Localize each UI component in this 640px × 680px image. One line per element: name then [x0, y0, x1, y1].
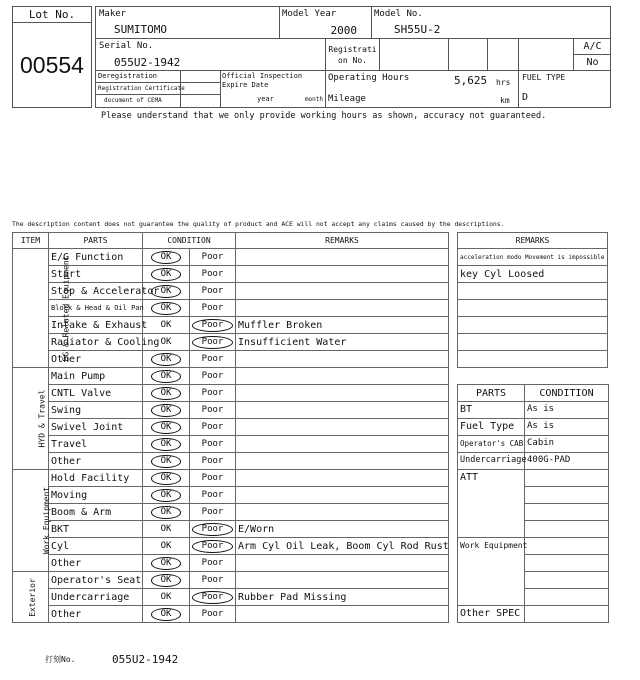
remark	[236, 266, 449, 283]
ac-label: A/C	[574, 39, 611, 55]
lot-box	[12, 6, 92, 108]
maker-value: SUMITOMO	[114, 23, 167, 36]
model-year-cell	[280, 7, 372, 39]
poor-label: Poor	[201, 608, 224, 619]
remarks-box	[457, 232, 608, 368]
condition-table-header	[13, 233, 449, 249]
remarks-line	[458, 334, 608, 351]
poor-label: Poor	[201, 387, 224, 398]
part-name: Radiator & Cooling	[49, 334, 143, 351]
condition-header: CONDITION	[143, 233, 236, 249]
ok-selected-circle: OK	[151, 251, 182, 264]
model-no-label: Model No.	[374, 9, 423, 19]
fuel-type-cell	[519, 71, 611, 107]
vehicle-info-header	[95, 6, 611, 108]
condition-row	[13, 555, 449, 572]
item-group	[13, 572, 49, 623]
part-name: Boom & Arm	[49, 504, 143, 521]
condition-row	[13, 453, 449, 470]
ok-selected-circle: OK	[151, 608, 182, 621]
condition-row	[13, 300, 449, 317]
condition-table	[12, 232, 449, 623]
poor-cell	[190, 368, 236, 385]
att-value	[525, 521, 609, 538]
poor-cell	[190, 385, 236, 402]
ok-selected-circle: OK	[151, 285, 182, 298]
ok-label: OK	[160, 523, 172, 534]
stamp-value: 055U2-1942	[112, 653, 179, 666]
remark	[236, 300, 449, 317]
remark	[236, 368, 449, 385]
operating-hours-label: Operating Hours	[328, 73, 410, 83]
ok-cell	[143, 351, 190, 368]
ok-selected-circle: OK	[151, 455, 182, 468]
work-equipment-value	[525, 538, 609, 555]
ok-cell	[143, 266, 190, 283]
spec-condition: Cabin	[525, 436, 609, 453]
condition-row	[13, 249, 449, 266]
poor-cell	[190, 589, 236, 606]
part-name: Operator's Seat	[49, 572, 143, 589]
poor-label: Poor	[201, 302, 224, 313]
spec-row	[458, 436, 609, 453]
parts-spec-header: PARTS	[458, 385, 525, 402]
operating-hours-cell	[326, 71, 519, 107]
part-name: E/G Function	[49, 249, 143, 266]
remarks-line	[458, 351, 608, 368]
spec-part: Fuel Type	[458, 419, 525, 436]
month-label: month	[304, 96, 323, 103]
remarks-line	[458, 283, 608, 300]
ok-selected-circle: OK	[151, 438, 182, 451]
ok-label: OK	[160, 540, 172, 551]
deregistration-value	[181, 71, 221, 83]
ok-selected-circle: OK	[151, 506, 182, 519]
deregistration-label: Deregistration	[96, 71, 181, 83]
item-group	[13, 368, 49, 470]
condition-row	[13, 334, 449, 351]
part-name: BKT	[49, 521, 143, 538]
stamp-label: 打刻No.	[45, 655, 76, 664]
ok-cell	[143, 385, 190, 402]
remark	[236, 283, 449, 300]
item-group-label: Exterior	[27, 577, 37, 617]
ok-selected-circle: OK	[151, 574, 182, 587]
item-group-label: EG & Related Equipment	[61, 255, 71, 361]
registration-cell-2	[449, 39, 488, 71]
poor-label: Poor	[201, 251, 224, 262]
fuel-type-label: FUEL TYPE	[522, 73, 566, 82]
poor-cell	[190, 419, 236, 436]
part-name: Undercarriage	[49, 589, 143, 606]
spec-part: Undercarriage	[458, 453, 525, 470]
operating-hours-value: 5,625	[454, 74, 488, 87]
poor-selected-circle: Poor	[192, 319, 234, 332]
cema-label: document of CEMA	[96, 95, 181, 107]
remark	[236, 487, 449, 504]
model-no-value: SH55U-2	[394, 23, 441, 36]
poor-label: Poor	[201, 472, 224, 483]
poor-label: Poor	[201, 404, 224, 415]
poor-cell	[190, 572, 236, 589]
poor-label: Poor	[201, 455, 224, 466]
condition-row	[13, 606, 449, 623]
maker-cell	[96, 7, 280, 39]
inspection-label	[222, 72, 302, 90]
ok-cell	[143, 249, 190, 266]
km-unit: km	[500, 96, 510, 105]
mileage-label: Mileage	[328, 94, 366, 104]
item-group-label: Work Equipment	[42, 486, 52, 555]
ok-cell	[143, 504, 190, 521]
condition-row	[13, 317, 449, 334]
ok-selected-circle: OK	[151, 387, 182, 400]
ok-label: OK	[160, 591, 172, 602]
ok-cell	[143, 453, 190, 470]
condition-row	[13, 470, 449, 487]
ok-cell	[143, 436, 190, 453]
poor-cell	[190, 555, 236, 572]
other-spec-label: Other SPEC	[458, 606, 525, 623]
ok-label: OK	[160, 336, 172, 347]
model-year-label: Model Year	[282, 9, 337, 19]
serial-cell	[96, 39, 326, 71]
ok-cell	[143, 402, 190, 419]
ok-cell	[143, 589, 190, 606]
remark	[236, 385, 449, 402]
poor-cell	[190, 487, 236, 504]
condition-spec-header: CONDITION	[525, 385, 609, 402]
ok-cell	[143, 572, 190, 589]
ok-selected-circle: OK	[151, 472, 182, 485]
remark	[236, 402, 449, 419]
poor-label: Poor	[201, 557, 224, 568]
ok-selected-circle: OK	[151, 353, 182, 366]
spec-row	[458, 453, 609, 470]
condition-row	[13, 538, 449, 555]
parts-header: PARTS	[49, 233, 143, 249]
remark	[236, 504, 449, 521]
work-equipment-label: Work Equipment	[458, 538, 525, 606]
condition-row	[13, 504, 449, 521]
remarks-line	[458, 317, 608, 334]
fuel-type-value: D	[522, 92, 529, 103]
ok-cell	[143, 470, 190, 487]
part-name: Stop & Accelerator	[49, 283, 143, 300]
item-group	[13, 470, 52, 572]
registration-label	[326, 39, 380, 71]
condition-row	[13, 283, 449, 300]
poor-cell	[190, 453, 236, 470]
condition-row	[13, 521, 449, 538]
ok-cell	[143, 419, 190, 436]
spec-part: BT	[458, 402, 525, 419]
inspection-label-line1: Official Inspection	[222, 72, 303, 80]
spec-row	[458, 402, 609, 419]
remark	[236, 419, 449, 436]
registration-cell-4	[519, 39, 574, 71]
att-label: ATT	[458, 470, 525, 538]
ok-cell	[143, 538, 190, 555]
lot-label: Lot No.	[13, 7, 91, 23]
condition-row	[13, 368, 449, 385]
ok-selected-circle: OK	[151, 557, 182, 570]
ok-selected-circle: OK	[151, 268, 182, 281]
serial-label: Serial No.	[99, 41, 154, 51]
remark: Arm Cyl Oil Leak, Boom Cyl Rod Rust	[236, 538, 449, 555]
ok-label: OK	[160, 319, 172, 330]
year-label: year	[257, 95, 274, 103]
poor-cell	[190, 334, 236, 351]
ok-selected-circle: OK	[151, 489, 182, 502]
poor-label: Poor	[201, 268, 224, 279]
poor-cell	[190, 538, 236, 555]
poor-cell	[190, 436, 236, 453]
ok-cell	[143, 317, 190, 334]
remark: Muffler Broken	[236, 317, 449, 334]
poor-label: Poor	[201, 574, 224, 585]
part-name: Block & Head & Oil Pan	[49, 300, 143, 317]
poor-label: Poor	[201, 285, 224, 296]
condition-row	[13, 487, 449, 504]
poor-cell	[190, 249, 236, 266]
att-value	[525, 470, 609, 487]
ok-selected-circle: OK	[151, 302, 182, 315]
poor-cell	[190, 351, 236, 368]
ok-cell	[143, 300, 190, 317]
condition-row	[13, 419, 449, 436]
work-equipment-value	[525, 589, 609, 606]
poor-cell	[190, 283, 236, 300]
part-name: Travel	[49, 436, 143, 453]
poor-label: Poor	[201, 489, 224, 500]
remark	[236, 249, 449, 266]
description-notice: The description content does not guarantee the quality of product and ACE will not accept any claims caused by the descriptions.	[12, 220, 505, 228]
poor-cell	[190, 521, 236, 538]
ok-cell	[143, 555, 190, 572]
remark	[236, 572, 449, 589]
poor-cell	[190, 504, 236, 521]
part-name: Other	[49, 555, 143, 572]
part-name: Moving	[49, 487, 143, 504]
part-name: Other	[49, 453, 143, 470]
att-value	[525, 504, 609, 521]
part-name: Other	[49, 351, 143, 368]
condition-row	[13, 351, 449, 368]
remark	[236, 470, 449, 487]
remarks-box-header: REMARKS	[458, 233, 608, 249]
work-equipment-value	[525, 555, 609, 572]
part-name: Main Pump	[49, 368, 143, 385]
cema-value	[181, 95, 221, 107]
ok-cell	[143, 521, 190, 538]
ok-selected-circle: OK	[151, 370, 182, 383]
spec-condition: 400G-PAD	[525, 453, 609, 470]
condition-row	[13, 572, 449, 589]
registration-certificate-value	[181, 83, 221, 95]
registration-cell-3	[488, 39, 519, 71]
registration-certificate-label: Registration Certificate	[96, 83, 181, 95]
remark	[236, 436, 449, 453]
poor-cell	[190, 300, 236, 317]
poor-cell	[190, 266, 236, 283]
condition-row	[13, 589, 449, 606]
spec-condition: As is	[525, 402, 609, 419]
hrs-unit: hrs	[496, 78, 511, 87]
remark: Rubber Pad Missing	[236, 589, 449, 606]
remark	[236, 555, 449, 572]
spec-condition: As is	[525, 419, 609, 436]
ok-cell	[143, 368, 190, 385]
condition-row	[13, 385, 449, 402]
remark: Insufficient Water	[236, 334, 449, 351]
ok-cell	[143, 487, 190, 504]
part-name: Swivel Joint	[49, 419, 143, 436]
serial-value: 055U2-1942	[114, 56, 181, 69]
item-group-label: HYD & Travel	[37, 389, 47, 448]
poor-cell	[190, 317, 236, 334]
poor-label: Poor	[201, 370, 224, 381]
work-equipment-value	[525, 572, 609, 589]
registration-label-line2: on No.	[338, 56, 367, 65]
remark	[236, 453, 449, 470]
condition-row	[13, 436, 449, 453]
poor-label: Poor	[201, 353, 224, 364]
spec-part: Operator's CAB	[458, 436, 525, 453]
ok-selected-circle: OK	[151, 404, 182, 417]
ok-selected-circle: OK	[151, 421, 182, 434]
remarks-header: REMARKS	[236, 233, 449, 249]
poor-cell	[190, 470, 236, 487]
att-value	[525, 487, 609, 504]
inspection-label-line2: Expire Date	[222, 81, 269, 89]
hours-notice: Please understand that we only provide working hours as shown, accuracy not guaranteed.	[101, 111, 547, 121]
lot-number: 00554	[20, 52, 84, 78]
ac-value: No	[574, 55, 611, 71]
inspection-cell	[221, 71, 326, 107]
part-name: Hold Facility	[49, 470, 143, 487]
poor-selected-circle: Poor	[192, 523, 234, 536]
remark	[236, 606, 449, 623]
poor-cell	[190, 606, 236, 623]
remarks-line: key Cyl Loosed	[458, 266, 608, 283]
model-no-cell	[372, 7, 611, 39]
part-name: Cyl	[49, 538, 143, 555]
remark	[236, 351, 449, 368]
condition-row	[13, 402, 449, 419]
other-spec-value	[525, 606, 609, 623]
poor-cell	[190, 402, 236, 419]
registration-cell-1	[380, 39, 449, 71]
model-year-value: 2000	[330, 24, 357, 37]
remarks-line: acceleration modo Movement is impossible	[458, 249, 608, 266]
part-name: Swing	[49, 402, 143, 419]
registration-label-line1: Registrati	[328, 45, 377, 54]
poor-label: Poor	[201, 506, 224, 517]
poor-label: Poor	[201, 421, 224, 432]
part-name: Start	[49, 266, 143, 283]
part-name: CNTL Valve	[49, 385, 143, 402]
poor-selected-circle: Poor	[192, 591, 234, 604]
condition-row	[13, 266, 449, 283]
remarks-line	[458, 300, 608, 317]
ok-cell	[143, 606, 190, 623]
part-name: Other	[49, 606, 143, 623]
parts-spec-box	[457, 384, 609, 623]
part-name: Intake & Exhaust	[49, 317, 143, 334]
poor-label: Poor	[201, 438, 224, 449]
poor-selected-circle: Poor	[192, 540, 234, 553]
maker-label: Maker	[99, 9, 127, 19]
spec-row	[458, 419, 609, 436]
remark: E/Worn	[236, 521, 449, 538]
poor-selected-circle: Poor	[192, 336, 234, 349]
item-header: ITEM	[13, 233, 49, 249]
